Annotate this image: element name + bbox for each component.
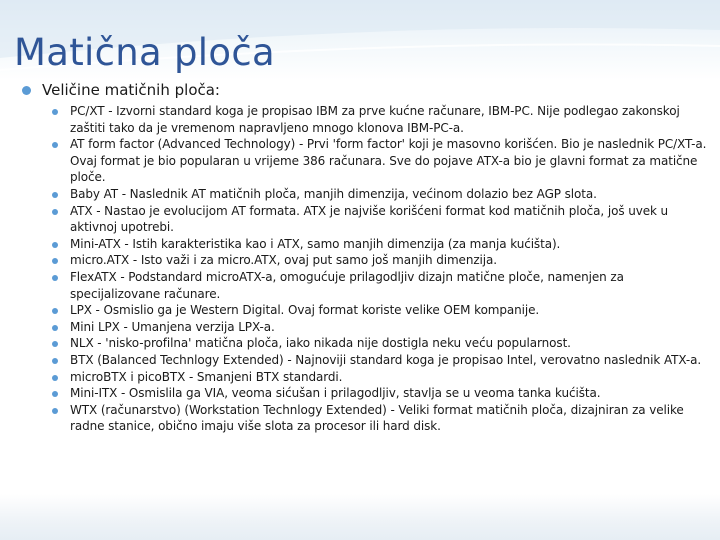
- list-item: [52, 369, 710, 386]
- list-item-text: Mini-ATX - Istih karakteristika kao i ATX, samo manjih dimenzija (za manja kućišta).: [70, 236, 561, 251]
- motherboard-size-list: [52, 103, 710, 435]
- list-item: [52, 352, 710, 369]
- list-item: [52, 136, 710, 186]
- bullet-icon: [52, 408, 58, 414]
- bullet-icon: [52, 391, 58, 397]
- list-item-text: BTX (Balanced Technlogy Extended) - Najnoviji standard koga je propisao Intel, verovatno naslednik ATX-a.: [70, 352, 702, 367]
- list-item: [52, 252, 710, 269]
- slide-title: Matična ploča: [14, 31, 275, 74]
- bullet-icon: [52, 308, 58, 314]
- list-item-text: micro.ATX - Isto važi i za micro.ATX, ovaj put samo još manjih dimenzija.: [70, 253, 497, 268]
- bullet-icon: [52, 325, 58, 331]
- bullet-icon: [52, 142, 58, 148]
- footer-background: [0, 494, 720, 540]
- bullet-icon: [22, 86, 31, 95]
- list-item: [52, 103, 710, 136]
- bullet-icon: [52, 242, 58, 248]
- list-item-text: PC/XT - Izvorni standard koga je propisao IBM za prve kućne računare, IBM-PC. Nije podlegao zakonskoj zaštiti tako da je vremenom napravljeno mnogo klonova IBM-PC-a.: [70, 104, 680, 135]
- list-item-text: LPX - Osmislio ga je Western Digital. Ovaj format koriste velike OEM kompanije.: [70, 303, 540, 318]
- list-item-text: microBTX i picoBTX - Smanjeni BTX standardi.: [70, 369, 343, 384]
- list-item: [52, 269, 710, 302]
- bullet-icon: [52, 109, 58, 115]
- bullet-icon: [52, 358, 58, 364]
- bullet-icon: [52, 209, 58, 215]
- list-item-text: ATX - Nastao je evolucijom AT formata. ATX je najviše korišćeni format kod matičnih ploča, još uvek u aktivnoj upotrebi.: [70, 203, 669, 235]
- bullet-icon: [52, 192, 58, 198]
- list-item: [52, 186, 710, 203]
- list-item-text: NLX - 'nisko-profilna' matična ploča, iako nikada nije dostigla neku veću popularnost.: [70, 336, 571, 351]
- list-item-text: FlexATX - Podstandard microATX-a, omogućuje prilagodljiv dizajn matične ploče, namenjen za specijalizovane računare.: [70, 269, 624, 301]
- list-item-text: Baby AT - Naslednik AT matičnih ploča, manjih dimenzija, većinom dolazio bez AGP slota.: [70, 186, 597, 201]
- list-item: [52, 385, 710, 402]
- list-item-text: WTX (računarstvo) (Workstation Technlogy Extended) - Veliki format matičnih ploča, dizajniran za velike radne stanice, obično imaju više slota za procesor ili hard disk.: [70, 402, 684, 434]
- list-item: [52, 203, 710, 236]
- bullet-icon: [52, 375, 58, 381]
- bullet-icon: [52, 341, 58, 347]
- list-item: [52, 335, 710, 352]
- bullet-icon: [52, 275, 58, 281]
- bullet-icon: [52, 258, 58, 264]
- list-item: [52, 402, 710, 435]
- list-item-text: Mini-ITX - Osmislila ga VIA, veoma sićušan i prilagodljiv, stavlja se u veoma tanka kućišta.: [70, 386, 601, 401]
- list-item: [52, 319, 710, 336]
- list-item-text: Mini LPX - Umanjena verzija LPX-a.: [70, 319, 275, 334]
- list-item: [52, 302, 710, 319]
- list-item: [52, 236, 710, 253]
- section-heading: Veličine matičnih ploča:: [42, 81, 220, 99]
- list-item-text: AT form factor (Advanced Technology) - Prvi 'form factor' koji je masovno korišćen. Bio je naslednik PC/XT-a. Ovaj format je bio popularan u vrijeme 386 računara. Sve do pojave ATX-a bio je glavni format za matične ploče.: [70, 137, 707, 185]
